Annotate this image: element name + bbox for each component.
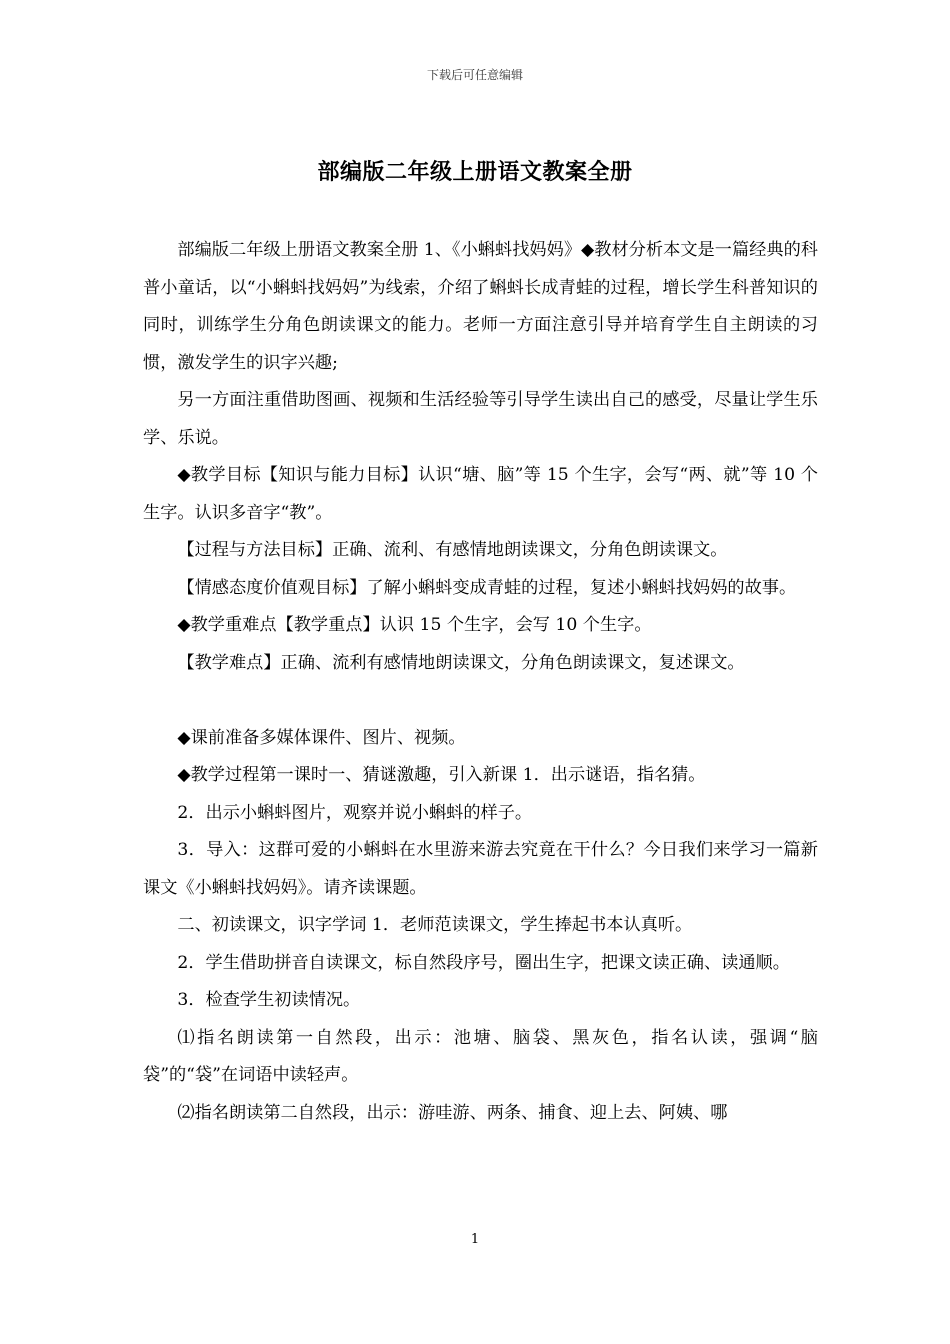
- document-body: [143, 232, 818, 1132]
- paragraph: 另一方面注重借助图画、视频和生活经验等引导学生读出自己的感受，尽量让学生乐学、乐说。: [143, 390, 818, 448]
- document-title: 部编版二年级上册语文教案全册: [317, 159, 633, 185]
- paragraph: ⑴指名朗读第一自然段，出示：池塘、脑袋、黑灰色，指名认读，强调“脑袋”的“袋”在词语中读轻声。: [143, 1027, 818, 1085]
- page-number: 1: [470, 1232, 480, 1247]
- paragraph: 【教学难点】正确、流利有感情地朗读课文，分角色朗读课文，复述课文。: [177, 652, 745, 673]
- page-header-note: 下载后可任意编辑: [426, 68, 523, 82]
- paragraph: 二、初读课文，识字学词 1．老师范读课文，学生捧起书本认真听。: [177, 915, 693, 935]
- paragraph: 3．导入：这群可爱的小蝌蚪在水里游来游去究竟在干什么？今日我们来学习一篇新课文《小蝌蚪找妈妈》。请齐读课题。: [143, 840, 818, 898]
- paragraph: 【情感态度价值观目标】了解小蝌蚪变成青蛙的过程，复述小蝌蚪找妈妈的故事。: [177, 577, 797, 598]
- paragraph: 2．学生借助拼音自读课文，标自然段序号，圈出生字，把课文读正确、读通顺。: [177, 952, 790, 973]
- paragraph: ◆课前准备多媒体课件、图片、视频。: [177, 727, 466, 748]
- paragraph: ◆教学重难点【教学重点】认识 15 个生字，会写 10 个生字。: [177, 615, 652, 635]
- paragraph: ⑵指名朗读第二自然段，出示：游哇游、两条、捕食、迎上去、阿姨、哪: [177, 1102, 728, 1123]
- paragraph: 3．检查学生初读情况。: [177, 990, 361, 1010]
- paragraph: ◆教学目标【知识与能力目标】认识“塘、脑”等 15 个生字，会写“两、就”等 10 个生字。认识多音字“教”。: [143, 465, 818, 523]
- paragraph: 2．出示小蝌蚪图片，观察并说小蝌蚪的样子。: [177, 802, 533, 823]
- paragraph: ◆教学过程第一课时一、猜谜激趣，引入新课 1．出示谜语，指名猜。: [177, 765, 706, 785]
- paragraph: 【过程与方法目标】正确、流利、有感情地朗读课文，分角色朗读课文。: [177, 540, 728, 560]
- paragraph: 部编版二年级上册语文教案全册 1、《小蝌蚪找妈妈》◆教材分析本文是一篇经典的科普小童话，以“小蝌蚪找妈妈”为线索，介绍了蝌蚪长成青蛙的过程，增长学生科普知识的同时，训练学生分角色朗读课文的能力。老师一方面注意引导并培育学生自主朗读的习惯，激发学生的识字兴趣;: [143, 240, 818, 373]
